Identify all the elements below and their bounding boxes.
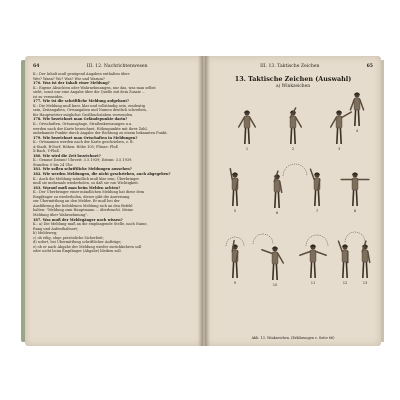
question-line: 182. Wie werden Meldungen, die nicht geschrieben, auch abgegeben?	[33, 172, 171, 177]
answer-line: c) ob eilig, ohne persönliche Sicherheit;	[33, 235, 104, 240]
answer-line: b) Meldeweg;	[33, 231, 58, 236]
answer-line: K.: a) Die Meldung muß an die empfangende Stelle, nach Name,	[33, 222, 148, 227]
question-line: 176. Was ist der Inhalt einer Meldung?	[33, 81, 110, 86]
answer-line: unbekannte Punkte durch Angabe der Richtung zu einem bekannten Punkt.	[33, 131, 168, 136]
answer-line: K.: Auch die Meldung mündlich muß klar sein; Überbringer	[33, 176, 140, 181]
answer-line: Stunden: 0 bis 24 Uhr.	[33, 162, 73, 167]
signal-figure	[274, 171, 282, 215]
answer-line: zur Übermittlung an den Melder. Er muß bei der	[33, 199, 120, 204]
signal-figure	[338, 241, 348, 285]
question-line: 179. Wie bezeichnet man Ortschaften in Meldungen?	[33, 135, 138, 140]
answer-line: für Hauptwörter möglichst Großbuchstaben verwenden.	[33, 112, 134, 117]
answer-line: K.: Genaue Datum! Uhrzeit: 3.5.1939; Datum: 3.5.1939.	[33, 158, 133, 163]
signal-figure	[262, 246, 283, 287]
signal-figures-illustration	[205, 56, 381, 346]
signal-figure	[290, 108, 302, 151]
answer-line: sein, Zeitangaben, Ortsangaben und Namen deutlich schreiben,	[33, 108, 147, 113]
answer-line: Rang und Aufenthaltsort;	[33, 226, 79, 231]
answer-line: muß sie mehrmals wiederholen, so daß sie von Wichtigkeit.	[33, 181, 139, 186]
answer-line: K.: Die Meldung muß kurz, klar und vollständig sein, eindeutig	[33, 103, 145, 108]
signal-figure	[232, 241, 238, 285]
left-page-header	[25, 56, 203, 69]
figure-number: 12	[342, 281, 348, 285]
signal-figure	[310, 169, 320, 213]
answer-line: K.: Ortsnamen werden nach der Karte geschrieben, z. B.	[33, 140, 134, 145]
signal-figure	[362, 241, 370, 285]
question-line: 181. Wie sollen schriftliche Meldungen aussehen?	[33, 167, 132, 172]
signal-figure	[341, 172, 369, 213]
figure-number: 10	[272, 283, 278, 287]
answer-line: K.: Ortschaften, Ortsausgänge, Straßenkreuzungen u.a.	[33, 122, 133, 127]
left-page-text	[25, 69, 203, 254]
figure-number: 2	[291, 147, 295, 151]
answer-line: K.: Eigene Absichten oder Wahrnehmungen, nur das, was man selbst	[33, 85, 156, 90]
signal-figure	[239, 110, 256, 151]
answer-line: ist zu vermeiden.	[33, 94, 64, 99]
question-line: 183. Worauf muß man beim Melden achten?	[33, 185, 121, 190]
section-subtitle: a) Winkzeichen	[275, 84, 311, 89]
signal-figure	[331, 110, 352, 151]
figure-number: 4	[355, 129, 359, 133]
right-page	[205, 56, 381, 346]
figure-number: 6	[275, 211, 279, 215]
right-running-head: III. 13. Taktische Zeichen	[260, 64, 320, 69]
question-line: 178. Wie bezeichnet man Geländepunkte darin?	[33, 117, 128, 122]
page-number-left: 64	[33, 64, 40, 69]
answer-line: Wer? Wann? Wo? Was? Wie und Warum?	[33, 76, 105, 81]
answer-line: Meldung über Wahrnehmung".	[33, 212, 88, 217]
signal-figure	[300, 244, 326, 285]
left-page	[25, 56, 203, 346]
figure-number: 13	[362, 281, 368, 285]
figure-number: 1	[245, 147, 249, 151]
figure-caption: Abb. 13. Winkzeichen. (Erklärungen s. Seite 66)	[251, 336, 335, 340]
figure-number: 5	[233, 209, 237, 213]
signal-figure	[230, 169, 238, 213]
figure-number: 3	[337, 147, 341, 151]
left-running-head: III. 12. Nachrichtenwesen	[86, 64, 148, 69]
answer-line: K.: Der Inhalt muß genügend Angaben enthalten über:	[33, 72, 131, 76]
answer-line: K.: Der Überbringer einer mündlichen Meldung hat diese dem	[33, 190, 145, 195]
signal-figure	[350, 92, 363, 133]
answer-line: sieht, sonst nur eine Angabe über die Quelle mit dem Zusatz ...	[33, 90, 146, 95]
question-line: 177. Wie ist die schriftliche Meldung aufgebaut?	[33, 99, 130, 104]
figure-number: 8	[353, 209, 357, 213]
page-number-right: 65	[366, 64, 373, 69]
answer-line: werden nach der Karte bezeichnet, Höhenpunkte mit ihrer Zahl,	[33, 126, 148, 131]
motion-arc	[345, 232, 365, 242]
answer-line: A-Stadt, B-Dorf; Höhen: Höhe 105; Flüsse: Fluß	[33, 144, 118, 149]
motion-arc	[283, 164, 307, 176]
answer-line: Ausführung der befohlenen Meldung sich an den Befehl	[33, 203, 133, 208]
answer-line: Empfänger zu wiederholen, dieser gibt die Anweisung	[33, 194, 130, 199]
section-title: 13. Taktische Zeichen (Auswahl)	[234, 75, 352, 83]
book-gutter	[198, 56, 210, 346]
question-line: 187. Was muß der Meldegänger noch wissen?	[33, 217, 123, 222]
figure-number: 7	[315, 209, 319, 213]
figure-number: 11	[310, 281, 316, 285]
question-line: 180. Wie wird die Zeit bezeichnet?	[33, 153, 101, 158]
answer-line: oder nicht beim Empfänger (Abgabe) bleiben soll.	[33, 249, 122, 254]
figure-number: 9	[233, 281, 237, 285]
answer-line: d) sofort, bei Übermittlung schriftlicher Aufträge;	[33, 240, 122, 245]
answer-line: halten: "Meldung zum Hauptmann ... überbracht. Meine	[33, 208, 134, 213]
motion-arc	[306, 235, 328, 246]
motion-arc	[253, 234, 273, 244]
answer-line: X-Bach, Y-Fluß.	[33, 149, 61, 154]
answer-line: e) ob er nach Abgabe der Meldung wieder zurückkehren soll	[33, 244, 142, 249]
